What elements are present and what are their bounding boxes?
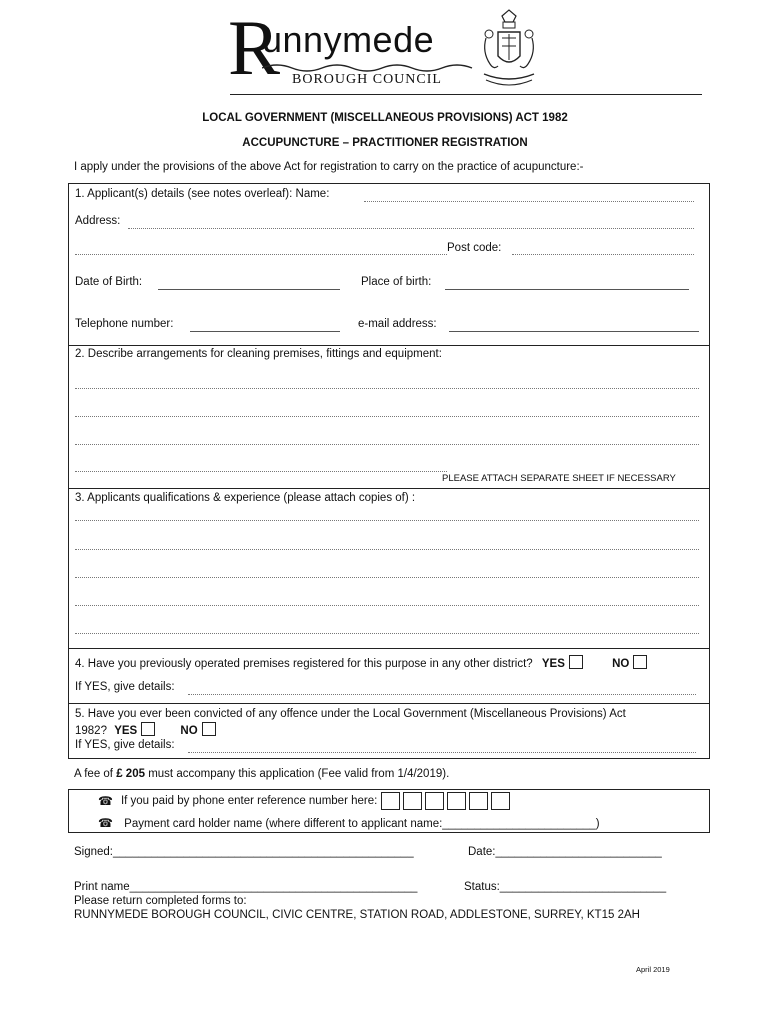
postcode-field[interactable]	[512, 254, 694, 255]
section-divider	[68, 648, 710, 649]
yes-label: YES	[114, 725, 138, 737]
intro-text: I apply under the provisions of the above Act for registration to carry on the practice of acupuncture:-	[74, 161, 584, 173]
qualifications-field-line[interactable]	[75, 520, 699, 521]
signed-field[interactable]: Signed:_______________________________________________	[74, 846, 414, 858]
council-logo	[228, 4, 538, 96]
previous-premises-question	[75, 655, 705, 670]
logo-letter-r: R	[228, 4, 281, 91]
name-field[interactable]	[364, 201, 694, 202]
section-divider	[68, 345, 710, 346]
no-label: NO	[180, 725, 198, 737]
fee-suffix: must accompany this application (Fee valid from 1/4/2019).	[148, 768, 450, 780]
email-field[interactable]	[449, 331, 699, 332]
dob-label: Date of Birth:	[75, 276, 143, 288]
pob-field[interactable]	[445, 289, 689, 290]
name-label: 1. Applicant(s) details (see notes overleaf): Name:	[75, 188, 330, 200]
reference-digit-box[interactable]	[469, 792, 488, 810]
version-date: April 2019	[636, 965, 670, 974]
logo-subtitle: BOROUGH COUNCIL	[292, 72, 442, 87]
premises-details-label: If YES, give details:	[75, 681, 175, 693]
convictions-details-label: If YES, give details:	[75, 739, 175, 751]
cleaning-field-line[interactable]	[75, 471, 447, 472]
reference-digit-box[interactable]	[381, 792, 400, 810]
fee-notice	[74, 768, 449, 780]
convictions-details-field[interactable]	[188, 752, 696, 753]
previous-premises-label: 4. Have you previously operated premises registered for this purpose in any other district?	[75, 658, 533, 670]
email-label: e-mail address:	[358, 318, 437, 330]
fee-prefix: A fee of	[74, 768, 114, 780]
reference-digit-box[interactable]	[491, 792, 510, 810]
return-address: RUNNYMEDE BOROUGH COUNCIL, CIVIC CENTRE, STATION ROAD, ADDLESTONE, SURREY, KT15 2AH	[74, 909, 640, 921]
cardholder-row	[98, 816, 600, 830]
convictions-question-cont	[75, 722, 216, 737]
coat-of-arms-icon	[480, 8, 538, 94]
section-divider	[68, 488, 710, 489]
attach-sheet-note: PLEASE ATTACH SEPARATE SHEET IF NECESSARY	[442, 473, 676, 484]
pob-label: Place of birth:	[361, 276, 432, 288]
premises-details-field[interactable]	[188, 694, 696, 695]
section-divider	[68, 703, 710, 704]
header-rule	[230, 94, 702, 95]
cardholder-label[interactable]: Payment card holder name (where different to applicant name:________________________)	[124, 818, 600, 830]
logo-name: unnymede	[262, 19, 435, 60]
convictions-year: 1982?	[75, 725, 107, 737]
phone-field[interactable]	[190, 331, 340, 332]
status-field[interactable]: Status:__________________________	[464, 881, 667, 893]
phone-label: Telephone number:	[75, 318, 174, 330]
address-field-line2[interactable]	[75, 254, 447, 255]
convictions-question: 5. Have you ever been convicted of any offence under the Local Government (Miscellaneous Provisions) Act	[75, 708, 626, 720]
no-checkbox[interactable]	[633, 655, 647, 669]
qualifications-label: 3. Applicants qualifications & experience (please attach copies of) :	[75, 492, 416, 504]
cleaning-arrangements-label: 2. Describe arrangements for cleaning premises, fittings and equipment:	[75, 348, 442, 360]
dob-field[interactable]	[158, 289, 340, 290]
postcode-label: Post code:	[447, 242, 502, 254]
logo-wave-icon	[262, 62, 477, 74]
no-label: NO	[612, 658, 630, 670]
reference-digit-box[interactable]	[425, 792, 444, 810]
cleaning-field-line[interactable]	[75, 388, 699, 389]
qualifications-field-line[interactable]	[75, 549, 699, 550]
page-subtitle: ACCUPUNCTURE – PRACTITIONER REGISTRATION	[242, 137, 528, 149]
date-field[interactable]: Date:__________________________	[468, 846, 662, 858]
address-label: Address:	[75, 215, 121, 227]
return-label: Please return completed forms to:	[74, 895, 247, 907]
qualifications-field-line[interactable]	[75, 605, 699, 606]
cleaning-field-line[interactable]	[75, 416, 699, 417]
qualifications-field-line[interactable]	[75, 577, 699, 578]
yes-checkbox[interactable]	[569, 655, 583, 669]
print-name-field[interactable]: Print name_____________________________________________	[74, 881, 418, 893]
yes-checkbox[interactable]	[141, 722, 155, 736]
address-field-line1[interactable]	[128, 228, 694, 229]
yes-label: YES	[541, 658, 565, 670]
qualifications-field-line[interactable]	[75, 633, 699, 634]
phone-reference-label: If you paid by phone enter reference number here:	[120, 795, 378, 807]
telephone-icon: ☎	[98, 794, 113, 808]
reference-digit-box[interactable]	[403, 792, 422, 810]
phone-reference-row	[98, 792, 513, 810]
no-checkbox[interactable]	[202, 722, 216, 736]
page-title: LOCAL GOVERNMENT (MISCELLANEOUS PROVISIONS) ACT 1982	[202, 112, 568, 124]
cleaning-field-line[interactable]	[75, 444, 699, 445]
fee-amount: £ 205	[116, 768, 145, 780]
telephone-icon: ☎	[98, 816, 113, 830]
reference-digit-box[interactable]	[447, 792, 466, 810]
